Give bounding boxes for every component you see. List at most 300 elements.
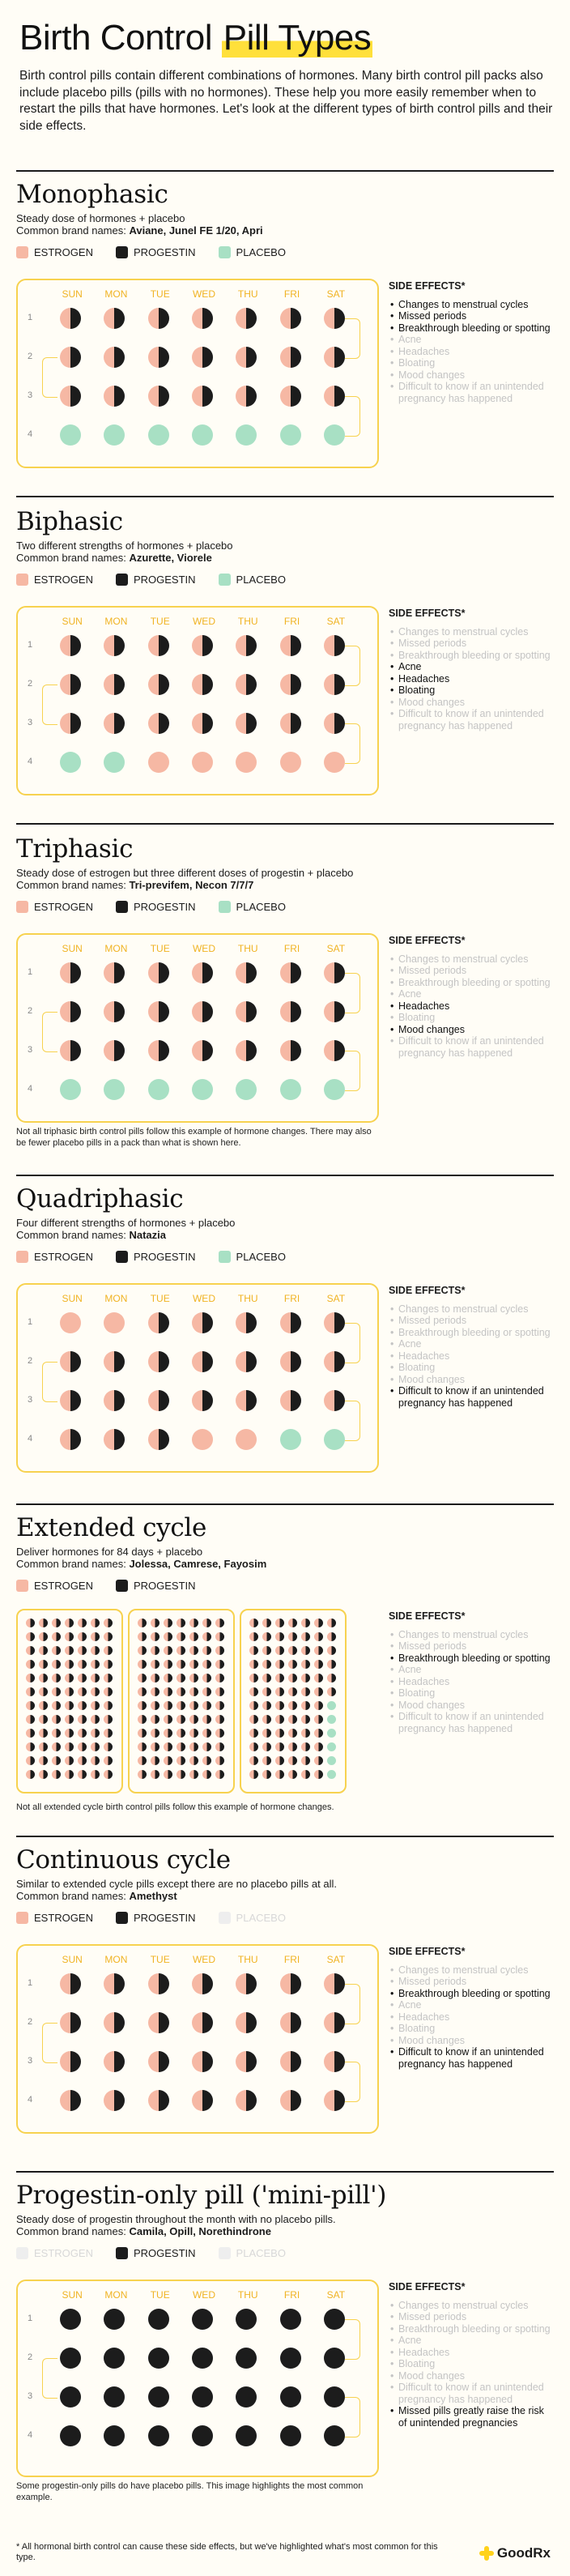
week-number: 1	[28, 313, 33, 322]
hormone-pill	[314, 1701, 323, 1710]
hormone-pill	[65, 1674, 74, 1683]
placebo-swatch	[219, 1251, 231, 1263]
hormone-pill	[104, 1687, 113, 1696]
side-effect-item: • Missed pills greatly raise the risk of unintended pregnancies	[389, 2405, 551, 2429]
hormone-pill	[202, 1687, 211, 1696]
hormone-pill	[91, 1742, 100, 1751]
weekday-wed: WED	[192, 943, 215, 954]
blister-connector	[345, 1984, 360, 2024]
placebo-pill	[327, 1715, 336, 1724]
hormone-pill	[177, 1756, 185, 1765]
hormone-pill	[104, 713, 125, 734]
weekday-tue: TUE	[150, 616, 170, 627]
legend-estrogen	[16, 246, 93, 258]
hormone-pill	[148, 1390, 169, 1411]
side-effect-item: • Breakthrough bleeding or spotting	[389, 1327, 551, 1339]
side-effects-panel	[389, 608, 551, 731]
pill-pack-calendar	[16, 2280, 379, 2477]
side-effect-item: • Difficult to know if an unintended pregnancy has happened	[389, 1711, 551, 1734]
hormone-pill	[275, 1729, 284, 1738]
hormone-pill	[60, 2012, 81, 2033]
side-effect-item: • Changes to menstrual cycles	[389, 953, 551, 966]
hormone-pill	[52, 1619, 61, 1627]
legend-estrogen-label: ESTROGEN	[34, 246, 93, 258]
placebo-pill	[148, 1079, 169, 1100]
estrogen-pill	[104, 1312, 125, 1333]
hormone-pill	[189, 1660, 198, 1669]
hormone-pill	[60, 2090, 81, 2111]
hormone-pill	[104, 386, 125, 407]
side-effect-item: • Acne	[389, 988, 551, 1000]
section-monophasic	[16, 180, 554, 496]
hormone-pill	[324, 1040, 345, 1061]
side-effect-item: • Missed periods	[389, 310, 551, 322]
legend-progestin	[116, 1912, 196, 1924]
hormone-pill	[189, 1687, 198, 1696]
brand-names-value: Natazia	[129, 1229, 166, 1241]
legend-progestin	[116, 574, 196, 586]
section-divider	[16, 496, 554, 497]
weekday-fri: FRI	[283, 943, 300, 954]
blister-connector	[345, 2062, 360, 2102]
hormone-pill	[262, 1660, 271, 1669]
hormone-pill	[314, 1632, 323, 1641]
hormone-pill	[164, 1660, 172, 1669]
estrogen-swatch	[16, 901, 28, 913]
hormone-pill	[148, 1429, 169, 1450]
hormone-pill	[236, 1001, 257, 1022]
hormone-pill	[249, 1632, 258, 1641]
weekday-mon: MON	[104, 1954, 128, 1965]
hormone-pill	[26, 1632, 35, 1641]
hormone-pill	[60, 2051, 81, 2072]
hormone-pill	[280, 1351, 301, 1372]
hormone-pill	[192, 2051, 213, 2072]
pill-pack-calendar	[16, 933, 379, 1123]
hormone-pill	[202, 1646, 211, 1655]
blister-connector	[345, 318, 360, 359]
estrogen-pill	[236, 1429, 257, 1450]
hormone-pill	[192, 674, 213, 695]
hormone-pill	[288, 1632, 297, 1641]
hormone-pill	[236, 347, 257, 368]
side-effects-list	[389, 299, 551, 405]
hormone-pill	[202, 1701, 211, 1710]
progestin-pill	[192, 2309, 213, 2330]
section-divider	[16, 170, 554, 172]
legend-placebo-label: PLACEBO	[236, 1912, 286, 1924]
hormone-pill	[151, 1646, 160, 1655]
hormone-pill	[324, 347, 345, 368]
hormone-pill	[52, 1729, 61, 1738]
week-number: 2	[28, 352, 33, 361]
hormone-pill	[324, 1351, 345, 1372]
hormone-pill	[104, 2051, 125, 2072]
progestin-pill	[192, 2425, 213, 2446]
hormone-pill	[215, 1756, 224, 1765]
legend-estrogen	[16, 2247, 93, 2259]
hormone-pill	[104, 1770, 113, 1779]
hormone-pill	[189, 1619, 198, 1627]
hormone-pill	[26, 1619, 35, 1627]
weekday-header	[50, 288, 358, 300]
weekday-wed: WED	[192, 1293, 215, 1304]
week-number: 4	[28, 1084, 33, 1094]
intro-paragraph: Birth control pills contain different combinations of hormones. Many birth control pill packs also include placebo pills (pills with no hormones). These help you more easily remember when to restart the pills that have hormones. Let's look at the different types of birth control pills and their side effects.	[19, 69, 553, 133]
legend-placebo-label: PLACEBO	[236, 574, 286, 586]
weekday-sat: SAT	[326, 2289, 346, 2301]
side-effect-item: • Headaches	[389, 1000, 551, 1013]
hormone-pill	[280, 308, 301, 329]
hormone-pill	[314, 1674, 323, 1683]
placebo-swatch	[219, 1912, 231, 1924]
placebo-swatch	[219, 901, 231, 913]
hormone-pill	[151, 1742, 160, 1751]
legend-estrogen-label: ESTROGEN	[34, 1580, 93, 1592]
hormone-pill	[301, 1660, 310, 1669]
hormone-pill	[288, 1660, 297, 1669]
placebo-pill	[327, 1756, 336, 1765]
pill-legend	[16, 901, 554, 913]
hormone-pill	[324, 386, 345, 407]
progestin-pill	[280, 2309, 301, 2330]
blister-connector	[345, 1323, 360, 1363]
estrogen-swatch	[16, 574, 28, 586]
hormone-pill	[280, 1390, 301, 1411]
side-effects-panel	[389, 280, 551, 404]
placebo-pill	[104, 752, 125, 773]
hormone-pill	[288, 1756, 297, 1765]
side-effect-item: • Headaches	[389, 1676, 551, 1688]
hormone-pill	[314, 1687, 323, 1696]
hormone-pill	[104, 635, 125, 656]
hormone-pill	[52, 1632, 61, 1641]
hormone-pill	[138, 1701, 147, 1710]
hormone-pill	[192, 2012, 213, 2033]
side-effect-item: • Bloating	[389, 2358, 551, 2370]
weekday-fri: FRI	[283, 1954, 300, 1965]
pill-pack-calendar	[16, 606, 379, 795]
hormone-pill	[164, 1619, 172, 1627]
weekday-sun: SUN	[62, 943, 83, 954]
hormone-pill	[78, 1619, 87, 1627]
legend-estrogen-label: ESTROGEN	[34, 574, 93, 586]
hormone-pill	[148, 386, 169, 407]
brand-names-label: Common brand names:	[16, 1558, 130, 1570]
hormone-pill	[275, 1687, 284, 1696]
hormone-pill	[104, 962, 125, 983]
hormone-pill	[177, 1646, 185, 1655]
hormone-pill	[60, 1429, 81, 1450]
hormone-pill	[52, 1701, 61, 1710]
legend-progestin-label: PROGESTIN	[133, 574, 196, 586]
hormone-pill	[164, 1742, 172, 1751]
pill-legend	[16, 246, 554, 258]
hormone-pill	[301, 1674, 310, 1683]
hormone-pill	[177, 1660, 185, 1669]
section-title: Triphasic	[16, 834, 134, 864]
weekday-mon: MON	[104, 2289, 128, 2301]
estrogen-pill	[324, 752, 345, 773]
hormone-pill	[236, 1312, 257, 1333]
blister-connector	[345, 973, 360, 1013]
brand-names-value: Azurette, Viorele	[129, 552, 212, 564]
section-divider	[16, 1503, 554, 1505]
hormone-pill	[39, 1646, 48, 1655]
hormone-pill	[324, 962, 345, 983]
hormone-pill	[275, 1715, 284, 1724]
hormone-pill	[151, 1674, 160, 1683]
hormone-pill	[236, 2090, 257, 2111]
section-description: Four different strengths of hormones + placebo	[16, 1217, 236, 1229]
hormone-pill	[275, 1742, 284, 1751]
blister-connector	[42, 2358, 57, 2399]
blister-connector	[42, 1012, 57, 1052]
hormone-pill	[189, 1756, 198, 1765]
placebo-pill	[192, 1079, 213, 1100]
hormone-pill	[192, 713, 213, 734]
hormone-pill	[236, 962, 257, 983]
week-number: 3	[28, 1395, 33, 1405]
brand-names-label: Common brand names:	[16, 2225, 130, 2237]
side-effects-heading: SIDE EFFECTS*	[389, 280, 466, 292]
hormone-pill	[192, 386, 213, 407]
side-effect-item: • Breakthrough bleeding or spotting	[389, 2323, 551, 2335]
hormone-pill	[52, 1715, 61, 1724]
side-effect-item: • Breakthrough bleeding or spotting	[389, 322, 551, 335]
legend-placebo-label: PLACEBO	[236, 246, 286, 258]
goodrx-logo	[479, 2545, 551, 2561]
hormone-pill	[138, 1619, 147, 1627]
hormone-pill	[280, 713, 301, 734]
side-effect-item: • Mood changes	[389, 1024, 551, 1036]
hormone-pill	[280, 386, 301, 407]
hormone-pill	[324, 1001, 345, 1022]
progestin-pill	[104, 2309, 125, 2330]
hormone-pill	[280, 1040, 301, 1061]
hormone-pill	[280, 2051, 301, 2072]
legend-placebo-label: PLACEBO	[236, 2247, 286, 2259]
hormone-pill	[39, 1632, 48, 1641]
hormone-pill	[104, 1351, 125, 1372]
pill-pack-calendar	[16, 279, 379, 468]
hormone-pill	[249, 1756, 258, 1765]
hormone-pill	[60, 713, 81, 734]
weekday-fri: FRI	[283, 616, 300, 627]
hormone-pill	[151, 1701, 160, 1710]
legend-progestin-label: PROGESTIN	[133, 246, 196, 258]
hormone-pill	[189, 1646, 198, 1655]
hormone-pill	[327, 1646, 336, 1655]
hormone-pill	[60, 1040, 81, 1061]
placebo-pill	[327, 1770, 336, 1779]
legend-placebo	[219, 1912, 286, 1924]
blister-connector	[345, 646, 360, 686]
side-effect-item: • Bloating	[389, 685, 551, 697]
placebo-swatch	[219, 246, 231, 258]
hormone-pill	[189, 1729, 198, 1738]
legend-estrogen-label: ESTROGEN	[34, 2247, 93, 2259]
hormone-pill	[164, 1687, 172, 1696]
hormone-pill	[60, 1390, 81, 1411]
side-effect-item: • Missed periods	[389, 1315, 551, 1327]
progestin-pill	[280, 2386, 301, 2408]
weekday-tue: TUE	[150, 288, 170, 300]
side-effect-item: • Changes to menstrual cycles	[389, 2300, 551, 2312]
hormone-pill	[249, 1660, 258, 1669]
hormone-pill	[301, 1729, 310, 1738]
weekday-fri: FRI	[283, 1293, 300, 1304]
hormone-pill	[52, 1646, 61, 1655]
hormone-pill	[301, 1756, 310, 1765]
blister-connector	[345, 1051, 360, 1091]
side-effect-item: • Acne	[389, 334, 551, 346]
brand-names	[16, 1890, 554, 1902]
brand-names-label: Common brand names:	[16, 1890, 130, 1902]
hormone-pill	[215, 1646, 224, 1655]
estrogen-swatch	[16, 246, 28, 258]
hormone-pill	[236, 1351, 257, 1372]
hormone-pill	[275, 1756, 284, 1765]
hormone-pill	[65, 1646, 74, 1655]
section-minipill	[16, 2181, 554, 2502]
hormone-pill	[314, 1756, 323, 1765]
side-effect-item: • Mood changes	[389, 697, 551, 709]
side-effect-item: • Difficult to know if an unintended pregnancy has happened	[389, 2382, 551, 2405]
legend-progestin-label: PROGESTIN	[133, 1251, 196, 1263]
placebo-pill	[324, 1079, 345, 1100]
hormone-pill	[236, 308, 257, 329]
legend-placebo	[219, 574, 286, 586]
progestin-swatch	[116, 574, 128, 586]
legend-estrogen-label: ESTROGEN	[34, 901, 93, 913]
placebo-pill	[60, 424, 81, 446]
week-number: 3	[28, 718, 33, 727]
hormone-pill	[91, 1660, 100, 1669]
side-effect-item: • Changes to menstrual cycles	[389, 626, 551, 638]
weekday-thu: THU	[237, 1954, 258, 1965]
progestin-swatch	[116, 246, 128, 258]
hormone-pill	[91, 1646, 100, 1655]
hormone-pill	[148, 308, 169, 329]
hormone-pill	[91, 1619, 100, 1627]
hormone-pill	[138, 1756, 147, 1765]
hormone-pill	[314, 1619, 323, 1627]
legend-placebo	[219, 901, 286, 913]
week-number: 1	[28, 1978, 33, 1988]
brand-names-value: Camila, Opill, Norethindrone	[129, 2225, 271, 2237]
progestin-swatch	[116, 1580, 128, 1592]
hormone-pill	[236, 674, 257, 695]
hormone-pill	[202, 1756, 211, 1765]
placebo-pill	[280, 1429, 301, 1450]
hormone-pill	[177, 1742, 185, 1751]
hormone-pill	[104, 1632, 113, 1641]
weekday-sun: SUN	[62, 616, 83, 627]
hormone-pill	[26, 1715, 35, 1724]
side-effect-item: • Difficult to know if an unintended pregnancy has happened	[389, 381, 551, 404]
brand-names	[16, 2225, 554, 2237]
hormone-pill	[104, 1390, 125, 1411]
weekday-header	[50, 1954, 358, 1965]
section-description: Similar to extended cycle pills except there are no placebo pills at all.	[16, 1878, 337, 1890]
side-effect-item: • Headaches	[389, 2347, 551, 2359]
weekday-header	[50, 2289, 358, 2301]
hormone-pill	[249, 1770, 258, 1779]
brand-names-value: Aviane, Junel FE 1/20, Apri	[129, 224, 263, 237]
hormone-pill	[236, 2051, 257, 2072]
section-note: Not all triphasic birth control pills follow this example of hormone changes. There may also be fewer placebo pills in a pack than what is shown here.	[16, 1127, 372, 1148]
hormone-pill	[104, 2012, 125, 2033]
estrogen-pill	[148, 752, 169, 773]
side-effect-item: • Mood changes	[389, 369, 551, 382]
hormone-pill	[91, 1715, 100, 1724]
week-number: 3	[28, 390, 33, 400]
hormone-pill	[151, 1619, 160, 1627]
hormone-pill	[60, 1973, 81, 1994]
week-number: 2	[28, 1006, 33, 1016]
progestin-swatch	[116, 1251, 128, 1263]
hormone-pill	[148, 2012, 169, 2033]
hormone-pill	[78, 1701, 87, 1710]
section-description: Steady dose of progestin throughout the month with no placebo pills.	[16, 2213, 336, 2225]
side-effect-item: • Bloating	[389, 357, 551, 369]
hormone-pill	[192, 1001, 213, 1022]
title-highlight: Pill Types	[223, 18, 372, 58]
hormone-pill	[301, 1619, 310, 1627]
side-effect-item: • Mood changes	[389, 1374, 551, 1386]
side-effects-heading: SIDE EFFECTS*	[389, 935, 466, 946]
side-effects-panel	[389, 2281, 551, 2429]
progestin-pill	[60, 2309, 81, 2330]
hormone-pill	[52, 1742, 61, 1751]
blister-connector	[345, 2319, 360, 2360]
hormone-pill	[60, 1351, 81, 1372]
hormone-pill	[177, 1770, 185, 1779]
week-number: 2	[28, 2017, 33, 2027]
weekday-sat: SAT	[326, 1293, 346, 1304]
progestin-pill	[236, 2425, 257, 2446]
side-effects-list	[389, 1629, 551, 1735]
hormone-pill	[301, 1632, 310, 1641]
progestin-pill	[104, 2386, 125, 2408]
side-effect-item: • Breakthrough bleeding or spotting	[389, 1653, 551, 1665]
side-effect-item: • Difficult to know if an unintended pregnancy has happened	[389, 1385, 551, 1409]
progestin-pill	[280, 2425, 301, 2446]
section-note: Not all extended cycle birth control pills follow this example of hormone changes.	[16, 1802, 334, 1812]
weekday-sun: SUN	[62, 1293, 83, 1304]
placebo-swatch	[219, 574, 231, 586]
plus-logo-icon	[479, 2546, 494, 2561]
hormone-pill	[91, 1632, 100, 1641]
hormone-pill	[26, 1701, 35, 1710]
hormone-pill	[275, 1701, 284, 1710]
legend-placebo-label: PLACEBO	[236, 1251, 286, 1263]
legend-estrogen-label: ESTROGEN	[34, 1251, 93, 1263]
side-effect-item: • Headaches	[389, 346, 551, 358]
brand-names	[16, 1229, 554, 1241]
side-effect-item: • Missed periods	[389, 2311, 551, 2323]
side-effect-item: • Changes to menstrual cycles	[389, 1964, 551, 1977]
hormone-pill	[65, 1742, 74, 1751]
side-effect-item: • Breakthrough bleeding or spotting	[389, 650, 551, 662]
weekday-header	[50, 1293, 358, 1304]
week-number: 2	[28, 2352, 33, 2362]
hormone-pill	[288, 1701, 297, 1710]
hormone-pill	[280, 1312, 301, 1333]
hormone-pill	[164, 1646, 172, 1655]
estrogen-pill	[192, 1429, 213, 1450]
